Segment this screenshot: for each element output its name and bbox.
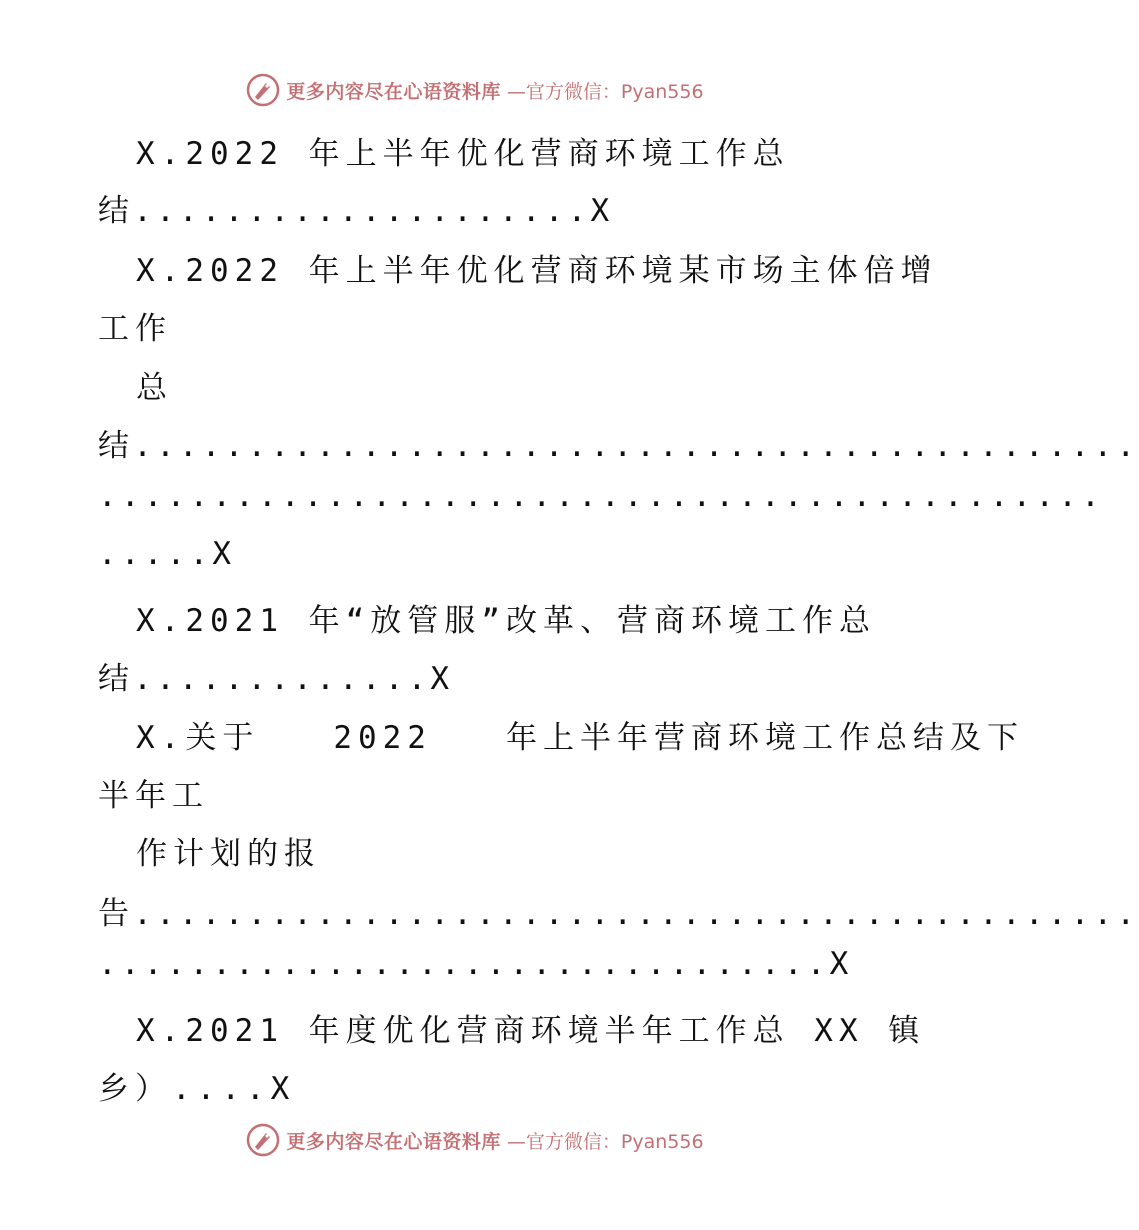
toc-line: 乡）....X — [98, 1071, 296, 1107]
toc-line: ................................X — [98, 946, 853, 982]
toc-line: 结.............X — [98, 661, 454, 697]
toc-line: X.2021 年“放管服”改革、营商环境工作总 — [136, 603, 876, 639]
banner-text: 更多内容尽在心语资料库 — [286, 80, 501, 103]
fountain-pen-logo-icon — [246, 1123, 280, 1157]
toc-line: 结....................X — [98, 193, 614, 229]
toc-line: X.2022 年上半年优化营商环境工作总 — [136, 136, 790, 172]
toc-line: .....X — [98, 536, 236, 572]
toc-line: 作计划的报 — [136, 836, 321, 872]
toc-line: X.关于 2022 年上半年营商环境工作总结及下 — [136, 720, 1024, 756]
footer-banner — [0, 1120, 950, 1160]
toc-line: 结............................................ — [98, 428, 1139, 464]
toc-line: X.2021 年度优化营商环境半年工作总 XX 镇 — [136, 1013, 926, 1049]
banner-text: 更多内容尽在心语资料库 — [286, 1130, 501, 1153]
toc-line: 半年工 — [98, 778, 209, 814]
toc-line: 工作 — [98, 311, 172, 347]
toc-line: 总 — [136, 370, 173, 406]
banner-contact: —官方微信：Pyan556 — [506, 80, 704, 103]
header-banner — [0, 70, 950, 110]
toc-line: ............................................ — [98, 478, 1104, 514]
banner-contact: —官方微信：Pyan556 — [506, 1130, 704, 1153]
toc-line: X.2022 年上半年优化营商环境某市场主体倍增 — [136, 253, 938, 289]
toc-line: 告............................................ — [98, 896, 1139, 932]
fountain-pen-logo-icon — [246, 73, 280, 107]
